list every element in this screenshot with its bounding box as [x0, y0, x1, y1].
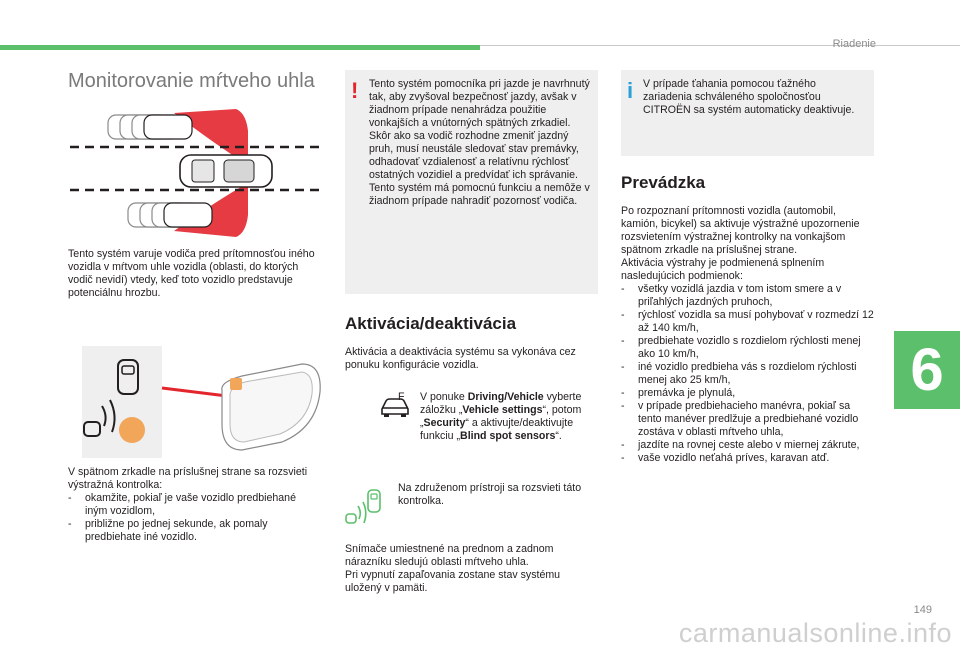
memory-line: Pri vypnutí zapaľovania zostane stav systému uložený v pamäti.	[345, 569, 561, 594]
info-box	[621, 70, 874, 156]
conditions-lead: Aktivácia výstrahy je podmienená splnením nasledujúcich podmienok:	[621, 257, 825, 282]
condition-item: - rýchlosť vozidla sa musí pohybovať v rozmedzí 12 až 140 km/h,	[621, 309, 875, 335]
operation-text	[621, 205, 875, 465]
activation-step	[398, 391, 594, 443]
mirror-item-2: - približne po jednej sekunde, ak pomaly predbiehate iné vozidlo.	[68, 518, 320, 544]
warning-text-1: Tento systém pomocníka pri jazde je navrhnutý tak, aby zvyšoval bezpečnosť jazdy, avšak v žiadnom prípade nenahrádza použitie vonkajších a vnútorných spätných zrkadiel. Skôr ako sa vodič rozhodne zmeniť jazdný pruh, musí neustále sledovať stav premávky, odhadovať vzdialenosť a relatívnu rýchlosť ostatných vozidiel a predvídať ich správanie.	[369, 78, 590, 181]
warning-box	[345, 70, 598, 294]
step-text-1: V ponuke	[420, 391, 468, 403]
activation-heading: Aktivácia/deaktivácia	[345, 314, 517, 333]
indicator-text: Na združenom prístroji sa rozsvieti táto kontrolka.	[398, 482, 582, 507]
conditions-list	[621, 283, 875, 465]
step-security-name: Security	[423, 417, 466, 429]
condition-item: - vaše vozidlo neťahá príves, karavan atď.	[621, 452, 875, 465]
step-text-3: “, potom „	[420, 404, 582, 429]
warning-icon: !	[351, 78, 359, 103]
blind-spot-indicator-icon	[344, 488, 386, 528]
header-accent-bar	[0, 45, 480, 50]
condition-item: - premávka je plynulá,	[621, 387, 875, 400]
condition-item: - v prípade predbiehacieho manévra, pokiaľ sa tento manéver predlžuje a predbiehané vozidlo zostáva v oblasti mŕtveho uhla,	[621, 400, 875, 439]
step-tab-name: Vehicle settings	[462, 404, 543, 416]
sensors-line: Snímače umiestnené na prednom a zadnom nárazníku sledujú oblasti mŕtveho uhla.	[345, 543, 554, 568]
condition-item: - predbiehate vozidlo s rozdielom rýchlosti menej ako 10 km/h,	[621, 335, 875, 361]
page-title: Monitorovanie mŕtveho uhla	[68, 70, 315, 92]
info-text: V prípade ťahania pomocou ťažného zariadenia schváleného spoločnosťou CITROËN sa systém automaticky deaktivuje.	[643, 78, 855, 116]
blind-spot-illustration	[66, 105, 322, 240]
mirror-warning-illustration	[82, 346, 328, 458]
watermark: carmanualsonline.info	[678, 618, 952, 648]
activation-text: Aktivácia a deaktivácia systému sa vykonáva cez ponuku konfigurácie vozidla.	[345, 346, 576, 371]
operation-heading: Prevádzka	[621, 173, 706, 192]
step-text-2: vyberte záložku „	[420, 391, 582, 416]
page-number: 149	[913, 604, 932, 616]
step-function-name: Blind spot sensors	[460, 430, 556, 442]
operation-intro: Po rozpoznaní prítomnosti vozidla (automobil, kamión, bicykel) sa aktivuje výstražné upozornenie rozsvietením výstražnej kontrolky na vonkajšom spätnom zrkadle na príslušnej strane.	[621, 205, 860, 256]
mirror-item-1: - okamžite, pokiaľ je vaše vozidlo predbiehané iným vozidlom,	[68, 492, 320, 518]
step-menu-name: Driving/Vehicle	[467, 391, 544, 403]
condition-item: - iné vozidlo predbieha vás s rozdielom rýchlosti menej ako 25 km/h,	[621, 361, 875, 387]
chapter-title: Riadenie	[832, 38, 876, 50]
condition-item: - jazdíte na rovnej ceste alebo v miernej zákrute,	[621, 439, 875, 452]
step-text-5: “.	[555, 430, 562, 442]
intro-text: Tento systém varuje vodiča pred prítomnosťou iného vozidla v mŕtvom uhle vozidla (oblasti, do ktorých vodič nevidí) vtedy, keď toto vozidlo predstavuje potenciálnu hrozbu.	[68, 248, 315, 299]
header-rule	[480, 45, 960, 46]
warning-text-2: Tento systém má pomocnú funkciu a nemôže v žiadnom prípade nahradiť pozornosť vodiča.	[369, 182, 590, 207]
mirror-warning-lead: V spätnom zrkadle na príslušnej strane sa rozsvieti výstražná kontrolka:	[68, 466, 308, 491]
sensors-text	[345, 543, 597, 595]
step-text-4: “ a aktivujte/deaktivujte funkciu „	[420, 417, 574, 442]
condition-item: - všetky vozidlá jazdia v tom istom smere a v priľahlých jazdných pruhoch,	[621, 283, 875, 309]
chapter-side-tab: 6	[894, 331, 960, 409]
step-bullet: F	[398, 391, 405, 403]
warning-text	[369, 78, 591, 208]
info-icon: i	[627, 78, 634, 103]
mirror-warning-text	[68, 466, 320, 544]
